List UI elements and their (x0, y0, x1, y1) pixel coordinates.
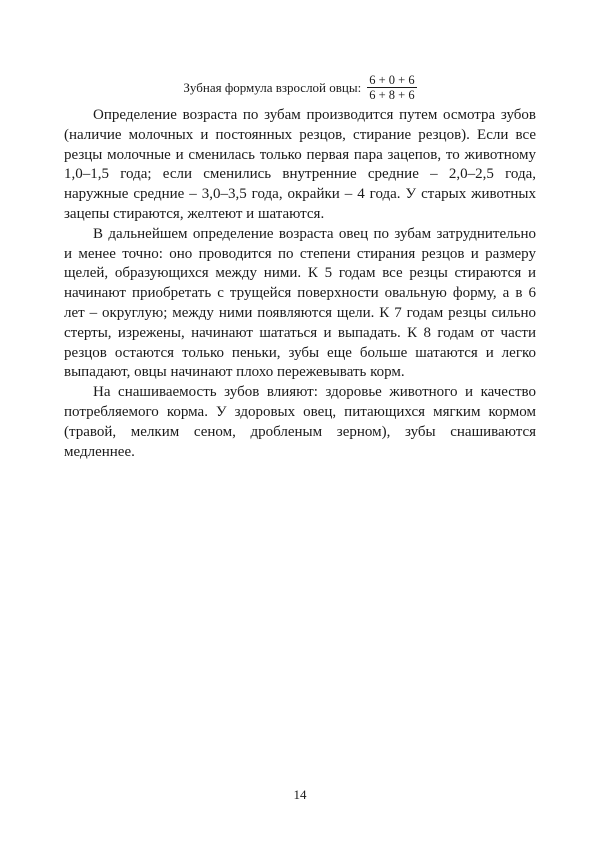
formula-fraction (367, 73, 416, 102)
paragraph-later-age: В дальнейшем определение возраста овец по зубам затруднительно и менее точно: оно проводится по степени стирания резцов и размеру щелей, образующихся между ними. К 5 годам все резцы стираются и начинают приобретать с трущейся поверхности овальную форму, а в 6 лет – округлую; между ними появляются щели. К 7 годам резцы сильно стерты, изрежены, начинают шататься и выпадать. К 8 годам от части резцов остаются только пеньки, зубы еще больше шатаются и легко выпадают, овцы начинают плохо пережевывать корм. (64, 225, 536, 381)
formula-denominator: 6 + 8 + 6 (369, 88, 415, 102)
formula-label: Зубная формула взрослой овцы: (183, 79, 362, 95)
page-number: 14 (293, 787, 307, 802)
paragraph-wear-factors: На снашиваемость зубов влияют: здоровье животного и качество потребляемого корма. У здоровых овец, питающихся мягким кормом (травой, мелким сеном, дробленым зерном), зубы снашиваются медленнее. (64, 384, 536, 460)
formula-numerator: 6 + 0 + 6 (369, 73, 415, 87)
paragraph-age-determination: Определение возраста по зубам производится путем осмотра зубов (наличие молочных и постоянных резцов, стирание резцов). Если все резцы молочные и сменилась только первая пара зацепов, то животному 1,0–1,5 года; если сменились внутренние средние – 2,0–2,5 года, наружные средние – 3,0–3,5 года, окрайки – 4 года. У старых животных зацепы стираются, желтеют и шатаются. (64, 107, 536, 222)
teeth-formula (0, 73, 600, 102)
body-text (64, 106, 536, 462)
